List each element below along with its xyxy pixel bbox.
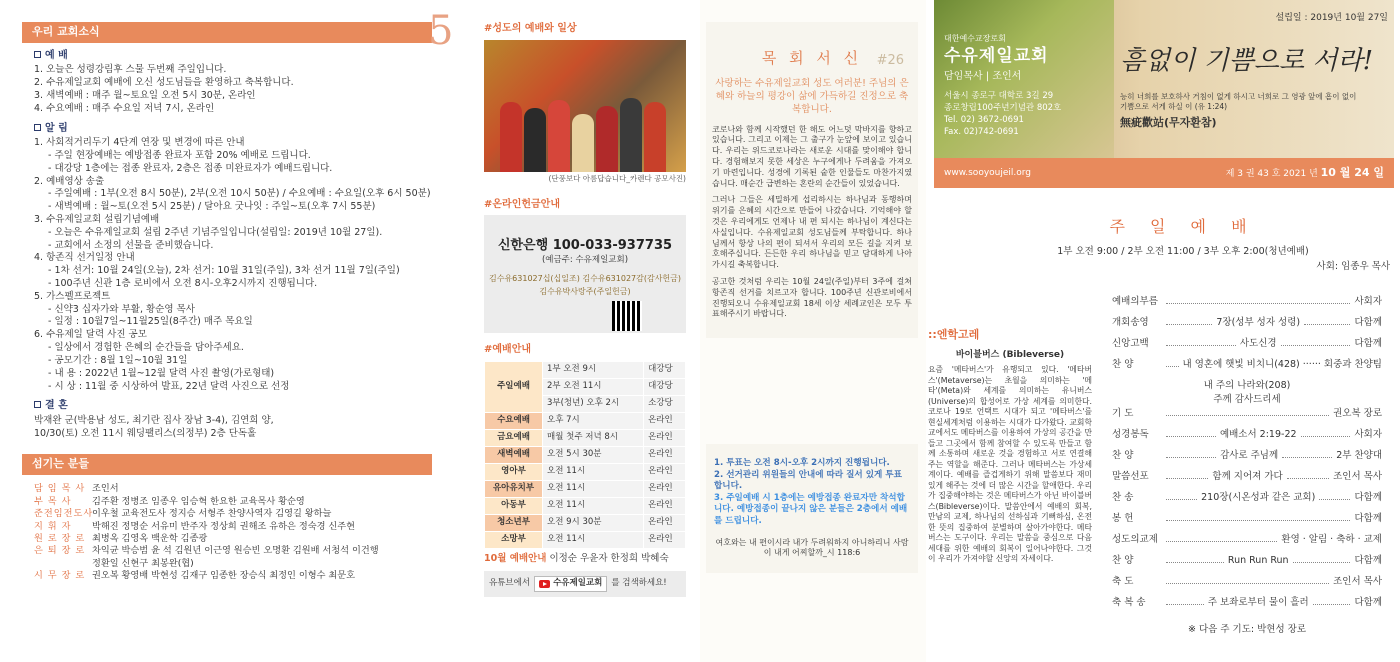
worship-place: 온라인 (644, 514, 686, 531)
letter-body (712, 125, 912, 321)
slogan: 흠없이 기쁨으로 서라! (1120, 46, 1374, 76)
server-row (34, 483, 448, 495)
letter-paragraph: 공고한 것처럼 우리는 10월 24일(주일)부터 3주에 걸쳐 항존직 선거를 치르고자 합니다. 100주년 신관로비에서 진행되오니 수유제일교회 18세 이상 세례교인은 모두 투표해주시기 바랍니다. (712, 277, 912, 319)
order-content: 7장(성부 성자 성령) (1216, 317, 1301, 328)
order-item (1112, 359, 1382, 380)
table-row (485, 463, 686, 480)
order-item (1112, 555, 1382, 576)
order-item (1112, 492, 1382, 513)
worship-name: 유아유치부 (485, 480, 543, 497)
worship-time: 1부 오전 9시 (543, 361, 644, 378)
server-names: 조인서 (92, 483, 119, 495)
sunday-worship-times: 1부 오전 9:00 / 2부 오전 11:00 / 3부 오후 2:00(청년예배) (1057, 245, 1309, 257)
worship-place: 온라인 (644, 497, 686, 514)
server-names: 권오복 황영배 박현성 김재구 임종한 장승식 최정인 이형수 최문호 (92, 570, 355, 582)
cover-header (934, 0, 1394, 188)
worship-time: 오전 11시 (543, 480, 644, 497)
server-role: 준전임전도사 (34, 508, 94, 520)
text-line: 4. 항존직 선거일정 안내 (34, 252, 135, 264)
order-label: 축 도 (1112, 576, 1134, 587)
order-label: 성경봉독 (1112, 429, 1149, 440)
worship-place: 온라인 (644, 531, 686, 548)
servers-heading: 섬기는 분들 (22, 454, 432, 475)
order-label: 찬 양 (1112, 555, 1134, 566)
bank-account: 신한은행 100-033-937735 (497, 238, 673, 254)
text-line: 1. 사회적거리두기 4단계 연장 및 변경에 따른 안내 (34, 137, 245, 149)
worship-time: 오후 7시 (543, 412, 644, 429)
worship-name: 금요예배 (485, 429, 543, 446)
wedding-notice (34, 415, 448, 441)
youtube-banner: 유튜브에서 수유제일교회 를 검색하세요! (484, 571, 686, 596)
church-logo: 대한예수교장로회 수유제일교회 담임목사 | 조인서 서울시 종로구 대학로 3길 29 종로창립100주년기념관 802호 Tel. 02) 3672-0691 Fax. 02)742-0691 (944, 34, 1062, 137)
order-item: 주께 감사드리세 (1213, 394, 1281, 405)
issue-bar (934, 158, 1394, 188)
order-label: 기 도 (1112, 408, 1134, 419)
worship-name: 영아부 (485, 463, 543, 480)
worship-time: 오전 11시 (543, 531, 644, 548)
worship-place: 온라인 (644, 480, 686, 497)
notice-subheading: 알 림 (34, 122, 448, 136)
server-names: 차익균 박승범 윤 석 김원년 이근영 원승빈 오명환 김원배 서청석 이건행 (92, 545, 379, 557)
order-leader: 조인서 목사 (1333, 576, 1382, 587)
offering-codes-2: 김수유박사랑주(주일헌금) (539, 286, 631, 296)
server-names: 최병옥 김영옥 백운학 김종광 (92, 533, 208, 544)
table-row (485, 446, 686, 463)
bibleverse-title: 바이블버스 (Bibleverse) (955, 349, 1065, 360)
order-label: 찬 양 (1112, 359, 1134, 370)
table-row (485, 361, 686, 378)
server-row (34, 521, 448, 533)
worship-time: 오전 9시 30분 (543, 514, 644, 531)
text-line: - 신약3 십자가와 부활, 황순영 목사 (48, 303, 195, 315)
text-line: - 시 상 : 11월 중 시상하여 발표, 22년 달력 사진으로 선정 (48, 380, 290, 392)
order-item: 내 주의 나라와(208) (1203, 380, 1291, 391)
order-label: 찬 양 (1112, 450, 1134, 461)
wedding-subheading: 결 혼 (34, 399, 448, 413)
youtube-icon (539, 580, 550, 588)
order-item (1112, 576, 1382, 597)
letter-lead: 사랑하는 수유제일교회 성도 여러분! 주님의 은혜와 하늘의 평강이 삶에 가득하길 진정으로 축복합니다. (715, 78, 909, 115)
server-row (34, 508, 448, 520)
text-line: 3. 새벽예배 : 매주 월~토요일 오전 5시 30분, 온라인 (34, 89, 256, 101)
letter-paragraph: 코로나와 함께 시작했던 한 해도 어느덧 막바지를 향하고 있습니다. 그리고 이제는 그 출구가 눈앞에 보이고 있습니다. 우리는 위드코로나라는 새로운 시대를 맞이해야 합니다. 경험해보지 못한 세상은 누구에게나 두려움을 가져오기 마련입니다. 성경에 기록된 숱한 인물들도 마찬가지였습니다. 매순간 급변하는 혼란의 순간들이 있었습니다. (712, 124, 912, 188)
server-role: 담 임 목 사 (34, 483, 86, 495)
text-line: - 1차 선거: 10월 24일(오늘), 2차 선거: 10월 31일(주일), 3차 선거 11월 7일(주일) (48, 265, 400, 277)
order-content: 감사로 주님께 (1220, 450, 1279, 461)
worship-time: 매월 첫주 저녁 8시 (543, 429, 644, 446)
order-label: 신앙고백 (1112, 338, 1149, 349)
worship-place: 온라인 (644, 429, 686, 446)
order-label: 개회송영 (1112, 317, 1149, 328)
order-leader: 권오복 장로 (1333, 408, 1382, 419)
sunday-worship (976, 216, 1390, 274)
order-item (1112, 513, 1382, 534)
server-role: 시 무 장 로 (34, 570, 86, 582)
server-names: 박해진 정명순 서유미 반주자 정상희 권해조 유하은 정숙경 신주현 (92, 520, 355, 532)
worship-time: 오전 5시 30분 (543, 446, 644, 463)
table-row (485, 429, 686, 446)
server-names: 김주환 정병조 임종우 임승혁 한요한 교육목사 황순영 (92, 495, 305, 507)
next-prayer: ※ 다음 주 기도: 박현성 장로 (1187, 624, 1307, 635)
order-item (1112, 450, 1382, 471)
order-leader: 다함께 (1354, 513, 1382, 524)
worship-subheading: 예 배 (34, 49, 448, 63)
pastoral-letter (706, 22, 918, 338)
sunday-worship-title: 주 일 예 배 (1109, 217, 1257, 236)
order-leader: 사회자 (1354, 429, 1383, 440)
photo-caption: (단풍보다 아름답습니다_카렌다 공모사진) (548, 173, 686, 183)
website-link[interactable]: www.sooyoujeil.org (944, 167, 1032, 178)
text-line: 10/30(토) 오전 11시 웨딩팰리스(의정부) 2층 단독홀 (34, 427, 257, 439)
order-label: 성도의교제 (1112, 534, 1158, 545)
order-content: Run Run Run (1227, 555, 1289, 566)
worship-name: 새벽예배 (485, 446, 543, 463)
server-role: 원 로 장 로 (34, 533, 86, 544)
server-role: 은 퇴 장 로 (34, 545, 86, 557)
order-leader: 조인서 목사 (1333, 471, 1382, 482)
offering-codes: 김수유631027십(십일조) 김수유631027감(감사헌금) (488, 274, 682, 284)
server-role (34, 558, 92, 570)
server-role: 부 목 사 (34, 495, 72, 507)
table-row (485, 412, 686, 429)
order-leader: 2부 찬양대 (1336, 450, 1382, 461)
members-photo (484, 40, 686, 172)
order-leader: 사회자 (1354, 296, 1382, 307)
worship-time: 오전 11시 (543, 463, 644, 480)
worship-place: 대강당 (644, 361, 686, 378)
vote-notice: 1. 투표는 오전 8시-오후 2시까지 진행됩니다. 2. 선거관리 위원들의 안내에 따라 질서 있게 투표합니다. 3. 주일예배 시 1층에는 예방접종 완료자만 착석합니다. 예방접종이 끝나지 않은 분들은 2층에서 예배를 드립니다. 여호와는 내 편이시라 내가 두려워하지 아니하리니 사람이 내게 어찌할까_시 118:6 (706, 444, 918, 573)
server-role: 지 휘 자 (34, 520, 72, 532)
worship-notes (34, 64, 448, 115)
order-item (1112, 429, 1382, 450)
order-label: 말씀선포 (1112, 471, 1149, 482)
pastoral-letter-column (700, 0, 926, 662)
worship-name: 수요예배 (485, 412, 543, 429)
order-content: 주 보좌로부터 물이 흘러 (1207, 597, 1309, 608)
server-names: 이우철 교육전도사 정지승 서형주 찬양사역자 김영길 왕하늘 (92, 508, 332, 520)
worship-place: 대강당 (644, 378, 686, 395)
church-news-heading: 우리 교회소식 (22, 22, 432, 43)
worship-place: 온라인 (644, 463, 686, 480)
order-leader: 다함께 (1354, 492, 1382, 503)
founding-date: 설립일 : 2019년 10월 27일 (1275, 13, 1388, 23)
text-line: - 일상에서 경험한 은혜의 순간들을 담아주세요. (48, 342, 244, 354)
issue-tag: #26 (876, 53, 904, 68)
text-line: 2. 수유제일교회 예배에 오신 성도님들을 환영하고 축복합니다. (34, 77, 294, 89)
issue-info: 제 3 권 43 호 2021 년 10 월 24 일 (1225, 165, 1384, 179)
text-line: - 100주년 신관 1층 로비에서 오전 8시-오후2시까지 진행됩니다. (48, 278, 318, 290)
qr-code-icon[interactable] (612, 301, 642, 331)
bibleverse-body: 요즘 '메타버스'가 유행되고 있다. '메타버스'(Metaverse)는 초월을 의미하는 '메타'(Meta)와 세계를 의미하는 유니버스(Universe)의 합성어로 가상 세계를 의미한다. 코로나 19로 언택트 시대가 되고 '메타버스'를 현실세계처럼 이용하는 시대가 다가왔다. 교회학교에서도 메타버스를 이용하여 가상의 공간을 만들고 그곳에서 함께 참여할 수 있도록 만들고 함께 소통하며 새로운 것을 경험하고 서로 연결해주는 역할을 해준다. 그러나 메타버스는 가상세계이다. 예배를 즐겁게하기 위해 말씀보다 재미있게 해주는 것에 더 많은 시간을 할애한다. 우리가 집중해야하는 것은 메타버스가 아닌 바이블버스(Bibleverse)이다. 말씀안에서 예배의 회복, 만남의 교제, 하나님의 선하심과 기뻐하심, 온전한 뜻의 집중하여 분별하며 살아가야한다. 메타버스는 도구이다. 우리는 말씀을 중심으로 다음세대를 위한 예배의 회복이 일어나야한다. 그것이 우리가 가져야할 신앙의 자세이다. (928, 364, 1092, 564)
worship-name: 아동부 (485, 497, 543, 514)
servers-list (34, 483, 448, 582)
worship-place: 소강당 (644, 395, 686, 412)
october-worship-guide: 10월 예배안내 이정순 우윤자 한정희 박혜숙 (484, 552, 669, 564)
moderator: 사회: 임종우 목사 (1316, 261, 1390, 273)
order-content: 210장(시온성과 같은 교회) (1201, 492, 1316, 503)
server-row (34, 558, 448, 570)
worship-time: 오전 11시 (543, 497, 644, 514)
order-of-worship (1112, 296, 1382, 637)
enhakkore-title: ::엔학고레 (928, 328, 980, 341)
letter-title: 목 회 서 신 (761, 49, 863, 67)
worship-place: 온라인 (644, 412, 686, 429)
youtube-search-button[interactable]: 수유제일교회 (534, 576, 607, 591)
worship-name: 주일예배 (485, 361, 543, 412)
square-bullet-icon (34, 401, 41, 408)
info-column (470, 0, 700, 662)
server-row (34, 496, 448, 508)
order-content: 내 영혼에 햇빛 비치니(428) ······ 회중과 찬양팀 (1182, 359, 1382, 370)
order-leader: 다함께 (1354, 338, 1382, 349)
order-item (1112, 597, 1382, 618)
server-names: 정환일 신현구 최봉완(협) (92, 557, 194, 569)
text-line: - 공모기간 : 8월 1일~10월 31일 (48, 354, 188, 366)
worship-guide-heading: #예배안내 (484, 344, 532, 356)
table-row (485, 514, 686, 531)
letter-paragraph: 그러나 그들은 세밀하게 섭리하시는 하나님과 동행하며 위기를 은혜의 시간으로 만들어 나갔습니다. 기억해야 할 것은 우리에게도 언제나 내 편 되시는 하나님이 계신다는 사실입니다. 수유제일교회 성도님들께 부탁합니다. 하나님께서 항상 나의 편이 되셔서 우리의 모든 길을 지켜 보호해주십니다. 든든한 우리 하나님을 믿고 담대하게 나아가시길 축복합니다. (712, 195, 912, 270)
order-item (1112, 534, 1382, 555)
text-line: - 오늘은 수유제일교회 설립 2주년 기념주일입니다(설립일: 2019년 10월 27일). (48, 226, 383, 238)
text-line: 4. 수요예배 : 매주 수요일 저녁 7시, 온라인 (34, 102, 215, 114)
order-item (1112, 408, 1382, 429)
order-item (1112, 296, 1382, 317)
text-line: - 교회에서 소정의 선물을 준비했습니다. (48, 239, 214, 251)
table-row (485, 497, 686, 514)
bank-box (484, 215, 686, 333)
order-label: 축 복 송 (1112, 597, 1146, 608)
order-leader: 환영 · 알림 · 축하 · 교제 (1281, 534, 1382, 545)
bank-holder: (예금주: 수유제일교회) (541, 254, 629, 265)
worship-name: 소망부 (485, 531, 543, 548)
order-item (1112, 338, 1382, 359)
online-offering-heading: #온라인헌금안내 (484, 198, 560, 210)
order-label: 예배의부름 (1112, 296, 1158, 307)
text-line: - 일정 : 10월7일~11월25일(8주간) 매주 목요일 (48, 316, 253, 328)
server-row (34, 570, 448, 582)
server-row (34, 533, 448, 545)
text-line: - 새벽예배 : 월~토(오전 5시 25분) / 달아요 굿나잇 : 주일~토(오후 7시 55분) (48, 201, 376, 213)
text-line: 5. 가스펠프로젝트 (34, 290, 111, 302)
order-item (1112, 317, 1382, 338)
worship-time: 2부 오전 11시 (543, 378, 644, 395)
worship-place: 온라인 (644, 446, 686, 463)
order-content: 예배소서 2:19-22 (1219, 429, 1297, 440)
text-line: 박재완 군(박용남 성도, 최기란 집사 장남 3-4), 김연희 양, (34, 414, 274, 426)
text-line: 1. 오늘은 성령강림후 스물 두번째 주일입니다. (34, 64, 227, 76)
text-line: 3. 수유제일교회 설립기념예배 (34, 213, 160, 225)
order-item (1112, 471, 1382, 492)
worship-schedule-table (484, 361, 686, 549)
order-content: 함께 지어져 가다 (1212, 471, 1283, 482)
text-line: 2. 예배영상 송출 (34, 175, 105, 187)
worship-name: 청소년부 (485, 514, 543, 531)
order-label: 찬 송 (1112, 492, 1134, 503)
slogan-verse: 능히 너희를 보호하사 거침이 없게 하시고 너희로 그 영광 앞에 흠이 없이 기쁨으로 서게 하실 이 (유 1:24) 無疵歡站(무자환참) (1120, 92, 1357, 130)
order-content: 사도신경 (1239, 338, 1277, 349)
worship-time: 3부(청년) 오후 2시 (543, 395, 644, 412)
page-number: 5 (428, 8, 454, 54)
order-label: 봉 헌 (1112, 513, 1134, 524)
notice-list (34, 137, 448, 393)
photo-heading: #성도의 예배와 일상 (484, 23, 577, 34)
square-bullet-icon (34, 51, 41, 58)
text-line: 6. 수유제일 달력 사진 공모 (34, 329, 147, 341)
table-row (485, 480, 686, 497)
text-line: - 대강당 1층에는 접종 완료자, 2층은 접종 미완료자가 예배드립니다. (48, 162, 333, 174)
order-leader: 다함께 (1354, 555, 1383, 566)
text-line: - 주일예배 : 1부(오전 8시 50분), 2부(오전 10시 50분) / 수요예배 : 수요일(오후 6시 50분) (48, 188, 431, 200)
server-row (34, 545, 448, 557)
text-line: - 내 용 : 2022년 1월~12월 달력 사진 촬영(가로형태) (48, 367, 275, 379)
square-bullet-icon (34, 124, 41, 131)
church-news-column (0, 0, 470, 662)
order-leader: 다함께 (1354, 317, 1382, 328)
order-leader: 다함께 (1354, 597, 1382, 608)
text-line: - 주일 현장예배는 예방접종 완료자 포함 20% 예배로 드립니다. (48, 149, 311, 161)
table-row (485, 531, 686, 548)
